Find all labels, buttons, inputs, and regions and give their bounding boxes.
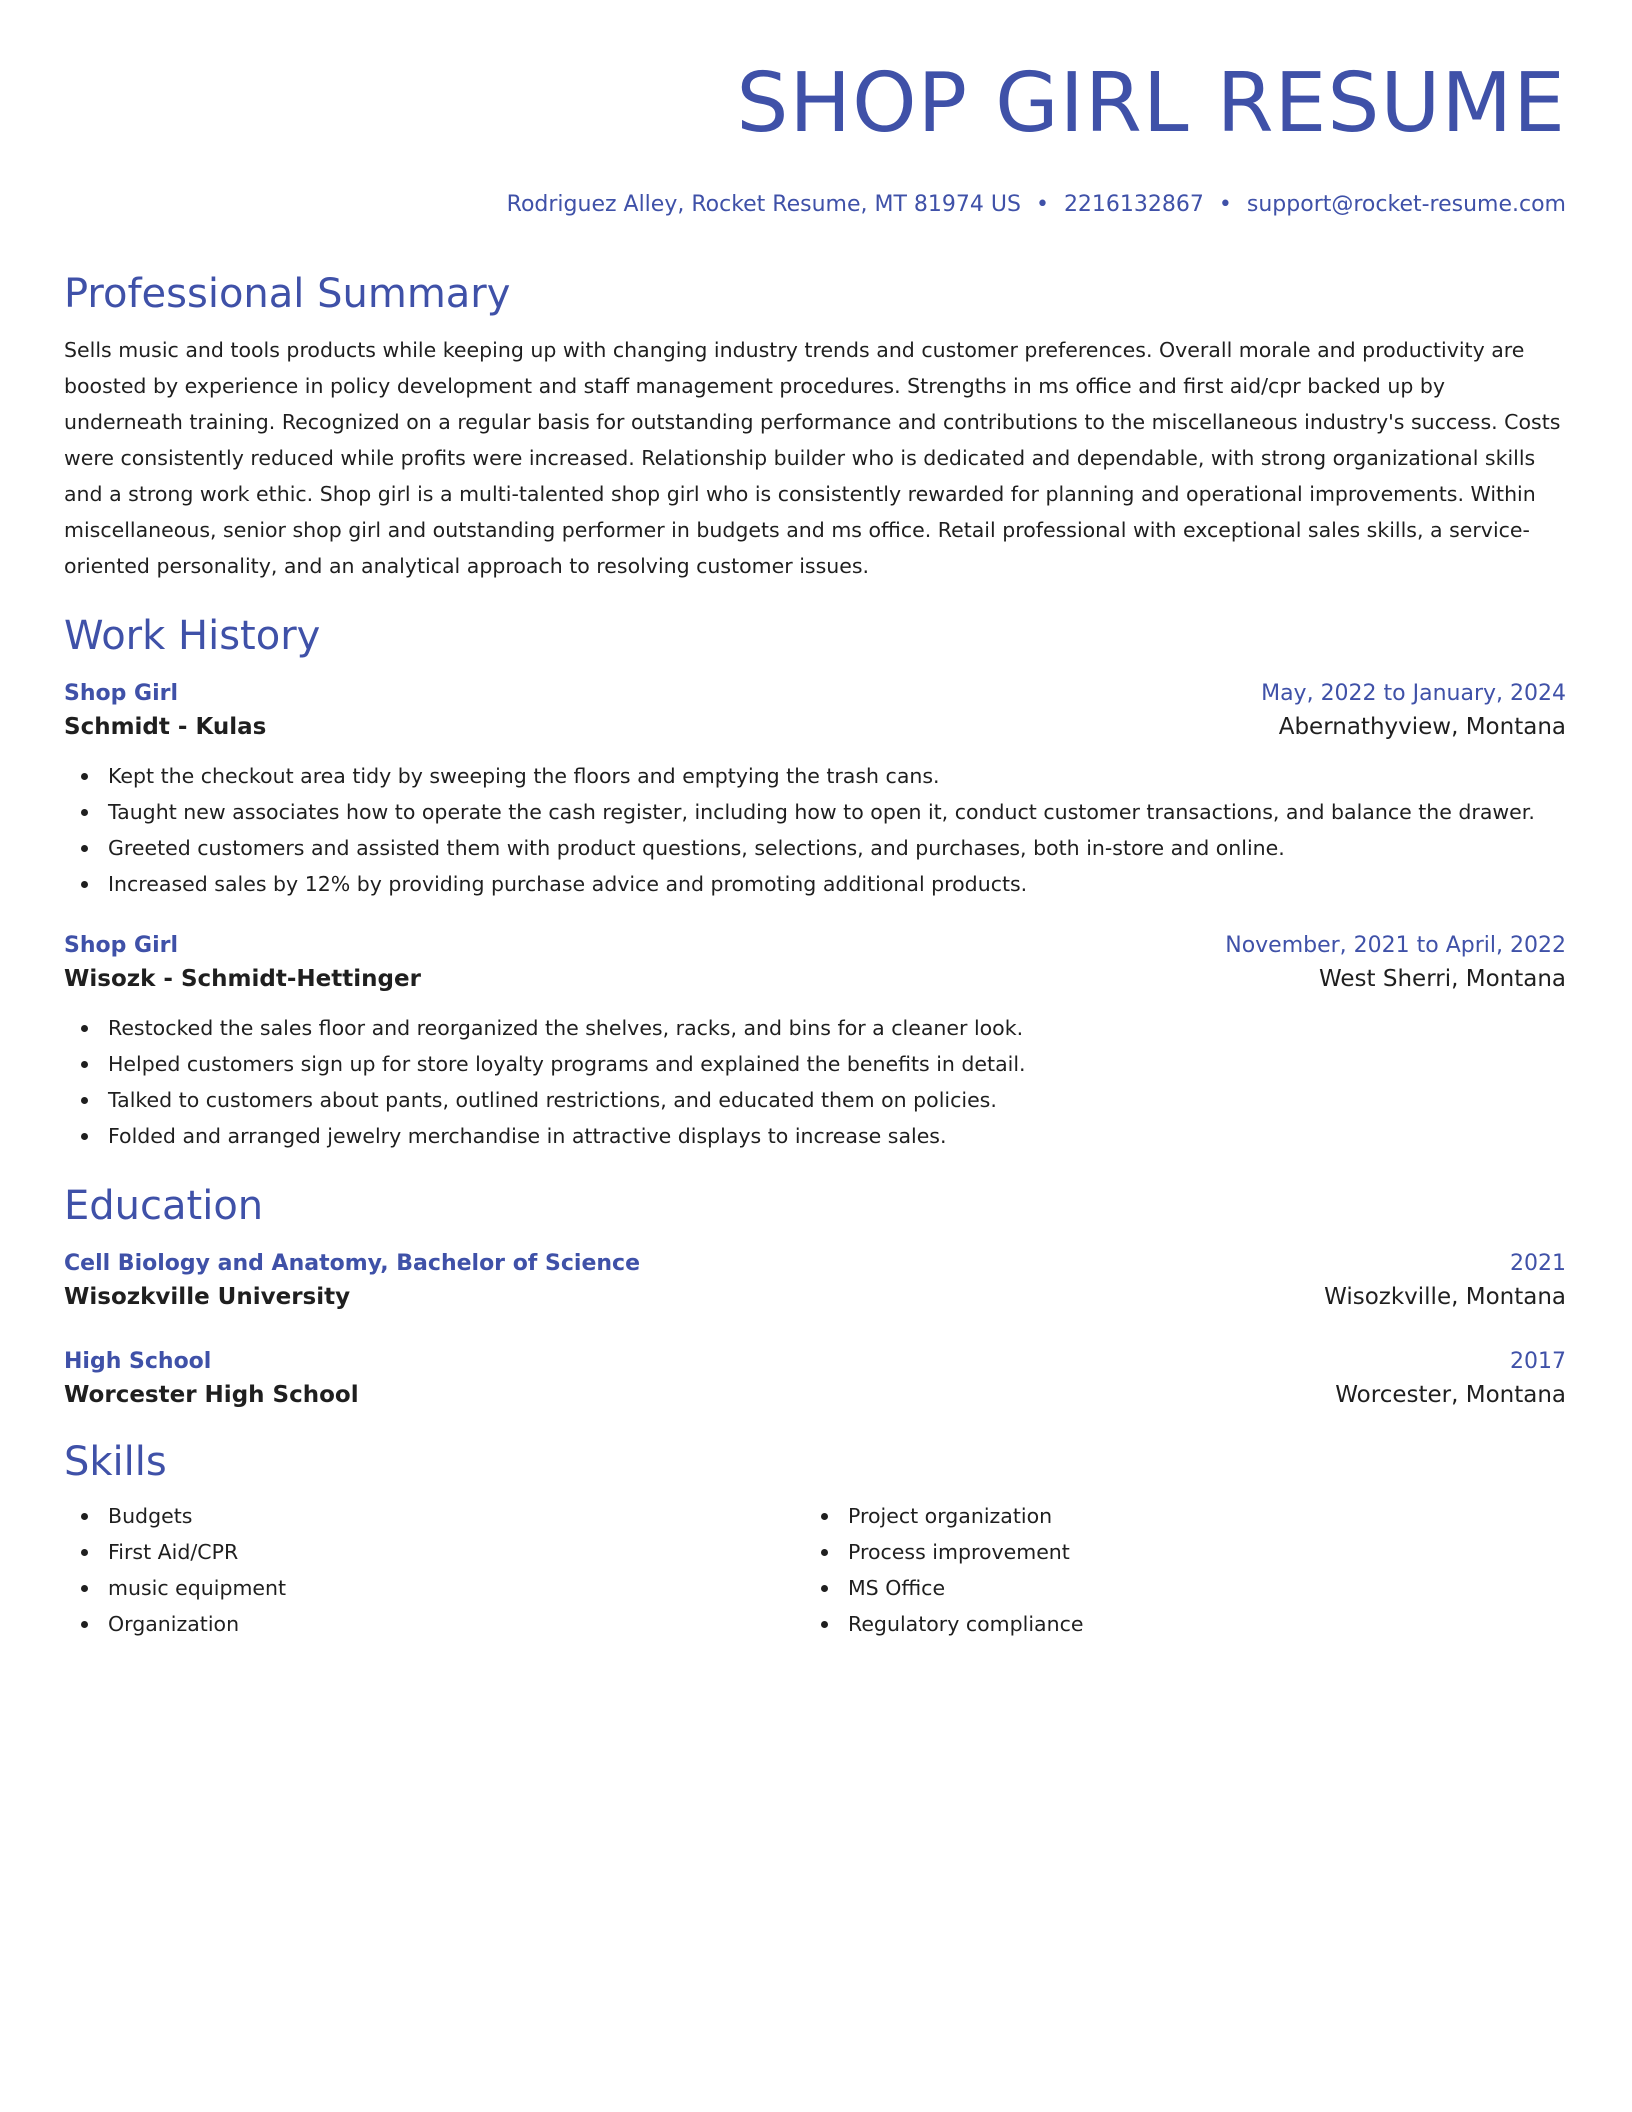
skill-item: music equipment	[108, 1570, 804, 1606]
education-year: 2021	[1510, 1251, 1566, 1276]
skill-item: Budgets	[108, 1498, 804, 1534]
job-duties-list	[64, 758, 1566, 902]
education-school: Worcester High School	[64, 1382, 359, 1408]
contact-address: Rodriguez Alley, Rocket Resume, MT 81974 US	[506, 192, 1021, 217]
skill-item: Process improvement	[848, 1534, 1544, 1570]
education-location: Wisozkville, Montana	[1324, 1284, 1566, 1310]
education-entry	[64, 1346, 1566, 1412]
job-position: Shop Girl	[64, 681, 179, 706]
job-duty: Increased sales by 12% by providing purchase advice and promoting additional products.	[108, 866, 1566, 902]
job-duty: Talked to customers about pants, outlined restrictions, and educated them on policies.	[108, 1082, 1566, 1118]
job-dates: November, 2021 to April, 2022	[1225, 933, 1566, 958]
job-duty: Greeted customers and assisted them with product questions, selections, and purchases, both in-store and online.	[108, 830, 1566, 866]
summary-text: Sells music and tools products while keeping up with changing industry trends and customer preferences. Overall morale and productivity are boosted by experience in policy development and staff management procedures. Strengths in ms office and first aid/cpr backed up by underneath training. Recognized on a regular basis for outstanding performance and contributions to the miscellaneous industry's success. Costs were consistently reduced while profits were increased. Relationship builder who is dedicated and dependable, with strong organizational skills and a strong work ethic. Shop girl is a multi-talented shop girl who is consistently rewarded for planning and operational improvements. Within miscellaneous, senior shop girl and outstanding performer in budgets and ms office. Retail professional with exceptional sales skills, a service-oriented personality, and an analytical approach to resolving customer issues.	[64, 338, 1561, 578]
work-entry-title-row	[64, 678, 1566, 710]
job-duties-list	[64, 1010, 1566, 1154]
skills-list-right	[804, 1498, 1544, 1642]
skill-item: MS Office	[848, 1570, 1544, 1606]
education-heading: Education	[64, 1183, 264, 1229]
education-degree: Cell Biology and Anatomy, Bachelor of Science	[64, 1251, 641, 1276]
education-entry	[64, 1248, 1566, 1314]
job-location: Abernathyview, Montana	[1278, 714, 1566, 740]
education-entry-title-row	[64, 1346, 1566, 1378]
contact-email: support@rocket-resume.com	[1246, 192, 1566, 217]
skills-heading: Skills	[64, 1439, 167, 1485]
work-entry	[64, 930, 1566, 1154]
work-entry-company-row	[64, 710, 1566, 744]
contact-separator: •	[1035, 192, 1049, 217]
skill-item: Regulatory compliance	[848, 1606, 1544, 1642]
job-duty: Kept the checkout area tidy by sweeping the floors and emptying the trash cans.	[108, 758, 1566, 794]
education-year: 2017	[1510, 1349, 1566, 1374]
skill-item: Organization	[108, 1606, 804, 1642]
contact-separator: •	[1218, 192, 1232, 217]
education-entry-school-row	[64, 1280, 1566, 1314]
education-school: Wisozkville University	[64, 1284, 351, 1310]
job-location: West Sherri, Montana	[1319, 966, 1566, 992]
job-duty: Restocked the sales floor and reorganized the shelves, racks, and bins for a cleaner look.	[108, 1010, 1566, 1046]
skill-item: Project organization	[848, 1498, 1544, 1534]
skills-columns	[64, 1498, 1566, 1642]
education-entry-title-row	[64, 1248, 1566, 1280]
summary-heading: Professional Summary	[64, 271, 511, 317]
education-degree: High School	[64, 1349, 212, 1374]
work-entry-company-row	[64, 962, 1566, 996]
work-entry-title-row	[64, 930, 1566, 962]
skills-list-left	[64, 1498, 804, 1642]
resume-name: SHOP GIRL RESUME	[736, 56, 1566, 151]
contact-line	[64, 190, 1566, 220]
job-duty: Helped customers sign up for store loyalty programs and explained the benefits in detail.	[108, 1046, 1566, 1082]
resume-header	[64, 56, 1566, 220]
education-entry-school-row	[64, 1378, 1566, 1412]
job-duty: Taught new associates how to operate the cash register, including how to open it, conduct customer transactions, and balance the drawer.	[108, 794, 1566, 830]
job-company: Wisozk - Schmidt-Hettinger	[64, 966, 421, 992]
work-entry	[64, 678, 1566, 902]
contact-phone: 2216132867	[1063, 192, 1204, 217]
job-company: Schmidt - Kulas	[64, 714, 267, 740]
job-position: Shop Girl	[64, 933, 179, 958]
job-duty: Folded and arranged jewelry merchandise in attractive displays to increase sales.	[108, 1118, 1566, 1154]
skill-item: First Aid/CPR	[108, 1534, 804, 1570]
work-history-heading: Work History	[64, 613, 321, 659]
education-location: Worcester, Montana	[1335, 1382, 1566, 1408]
job-dates: May, 2022 to January, 2024	[1261, 681, 1566, 706]
